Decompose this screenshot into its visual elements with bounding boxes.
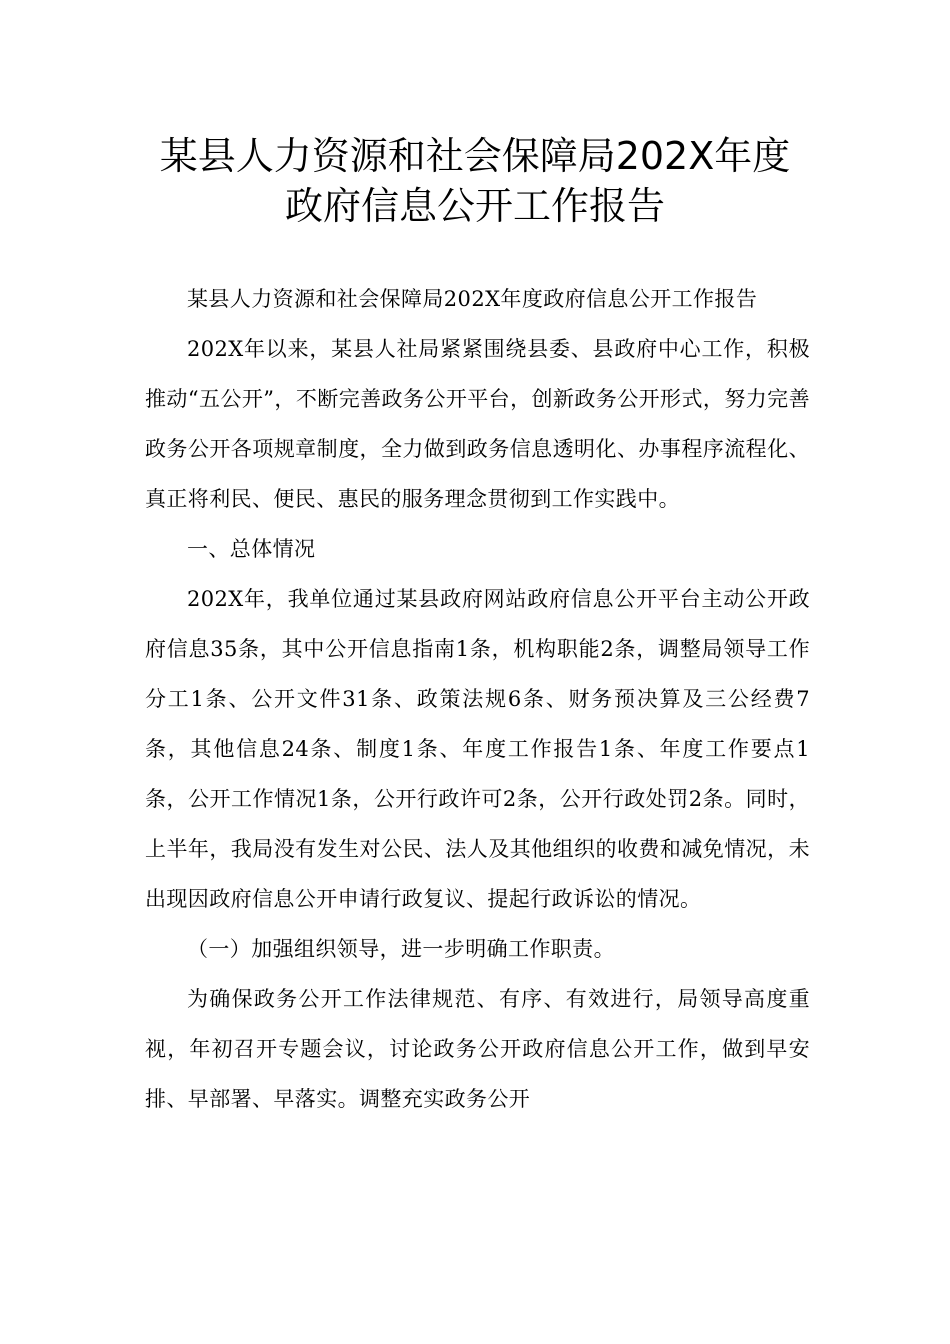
paragraph-overview: 202X年，我单位通过某县政府网站政府信息公开平台主动公开政府信息35条，其中公开信息指南1条，机构职能2条，调整局领导工作分工1条、公开文件31条、政策法规6条、财务预决算及三公经费7条，其他信息24条、制度1条、年度工作报告1条、年度工作要点1条，公开工作情况1条，公开行政许可2条，公开行政处罚2条。同时，上半年，我局没有发生对公民、法人及其他组织的收费和减免情况，未出现因政府信息公开申请行政复议、提起行政诉讼的情况。 <box>145 587 810 911</box>
document-title-line-1: 某县人力资源和社会保障局202X年度 <box>159 134 791 178</box>
paragraph-report-name: 某县人力资源和社会保障局202X年度政府信息公开工作报告 <box>187 287 758 311</box>
document-body <box>145 274 810 1124</box>
paragraph-organization: 为确保政务公开工作法律规范、有序、有效进行，局领导高度重视，年初召开专题会议，讨论政务公开政府信息公开工作，做到早安排、早部署、早落实。调整充实政务公开 <box>145 987 810 1111</box>
document-title-line-2: 政府信息公开工作报告 <box>284 184 665 228</box>
paragraph-intro: 202X年以来，某县人社局紧紧围绕县委、县政府中心工作，积极推动“五公开”，不断完善政务公开平台，创新政务公开形式，努力完善政务公开各项规章制度，全力做到政务信息透明化、办事程序流程化、真正将利民、便民、惠民的服务理念贯彻到工作实践中。 <box>145 337 810 511</box>
section-heading-overview: 一、总体情况 <box>187 537 316 561</box>
subsection-heading-organization: （一）加强组织领导，进一步明确工作职责。 <box>187 937 615 961</box>
